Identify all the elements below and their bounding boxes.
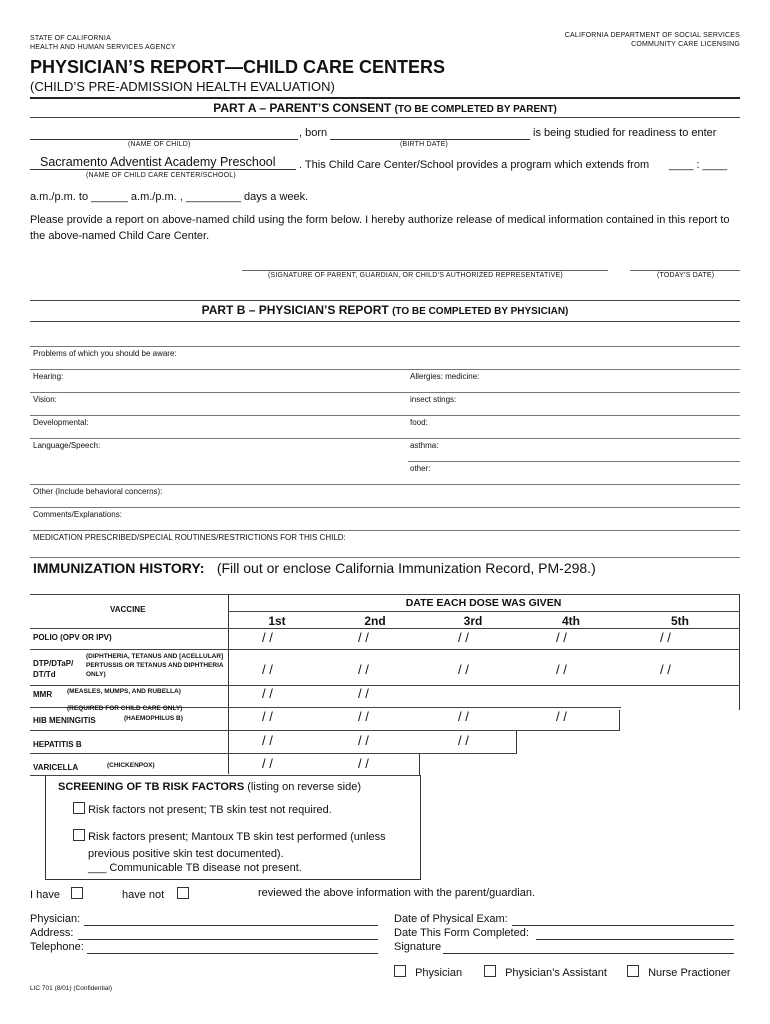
- time-field[interactable]: ____ : ____: [669, 159, 728, 171]
- dose-date-field[interactable]: / /: [262, 630, 273, 645]
- allergies-medicine-label: Allergies: medicine:: [410, 372, 480, 381]
- dose-date-field[interactable]: / /: [458, 630, 469, 645]
- telephone-label: Telephone:: [30, 941, 84, 953]
- date-each-dose-header: DATE EACH DOSE WAS GIVEN: [405, 597, 562, 609]
- other-behavioral-label: Other (Include behavioral concerns):: [33, 487, 163, 496]
- medication-label: MEDICATION PRESCRIBED/SPECIAL ROUTINES/RESTRICTIONS FOR THIS CHILD:: [33, 533, 346, 542]
- tb-option-present-cont: previous positive skin test documented).: [88, 848, 284, 860]
- reviewed-text: reviewed the above information with the parent/guardian.: [258, 887, 536, 899]
- dose-date-field[interactable]: / /: [458, 709, 469, 724]
- authorization-text: Please provide a report on above-named child using the form below. I hereby authorize release of medical information contained in this report to the above-named Child Care Center.: [30, 214, 730, 242]
- telephone-field[interactable]: [87, 941, 378, 954]
- birth-date-field[interactable]: [330, 128, 530, 140]
- born-label: , born: [299, 127, 328, 139]
- licensing-label: COMMUNITY CARE LICENSING: [631, 41, 740, 48]
- dose-date-field[interactable]: / /: [358, 733, 369, 748]
- date-completed-field[interactable]: [536, 927, 734, 940]
- vaccine-varicella: VARICELLA: [33, 763, 79, 772]
- role-nurse-practioner-checkbox[interactable]: [627, 965, 639, 977]
- date-completed-label: Date This Form Completed:: [394, 927, 529, 939]
- dose-date-field[interactable]: / /: [458, 662, 469, 677]
- vaccine-dtp: DTP/DTaP/ DT/Td: [33, 659, 74, 679]
- part-b-heading: PART B – PHYSICIAN’S REPORT (TO BE COMPLETED BY PHYSICIAN): [201, 303, 569, 317]
- vaccine-mmr: MMR: [33, 690, 53, 699]
- vision-label: Vision:: [33, 395, 57, 404]
- department-header: [565, 31, 740, 49]
- food-label: food:: [410, 418, 428, 427]
- role-physician: Physician: [394, 965, 462, 979]
- dose-2nd-header: 2nd: [364, 614, 386, 628]
- program-text: . This Child Care Center/School provides a program which extends from: [299, 159, 650, 171]
- physician-label: Physician:: [30, 913, 81, 925]
- hearing-label: Hearing:: [33, 372, 64, 381]
- vaccine-column-header: VACCINE: [110, 605, 146, 614]
- dose-date-field[interactable]: / /: [262, 662, 273, 677]
- signature-label-physician: Signature: [394, 941, 442, 953]
- vaccine-hib-note2: (HAEMOPHILUS B): [124, 715, 183, 722]
- vaccine-hib-note: (REQUIRED FOR CHILD CARE ONLY): [67, 705, 183, 712]
- have-not-checkbox[interactable]: [177, 887, 189, 899]
- dose-4th-header: 4th: [562, 614, 580, 628]
- immunization-heading: IMMUNIZATION HISTORY: (Fill out or enclose California Immunization Record, PM-298.): [33, 560, 596, 576]
- i-have-checkbox[interactable]: [71, 887, 83, 899]
- name-of-child-label: (NAME OF CHILD): [128, 141, 191, 148]
- role-physician-checkbox[interactable]: [394, 965, 406, 977]
- dose-date-field[interactable]: / /: [556, 630, 567, 645]
- tb-heading: SCREENING OF TB RISK FACTORS (listing on reverse side): [58, 781, 361, 793]
- tb-option-not-present: Risk factors not present; TB skin test not required.: [73, 802, 332, 816]
- i-have-option: I have: [30, 887, 83, 901]
- department-label: CALIFORNIA DEPARTMENT OF SOCIAL SERVICES: [564, 32, 740, 39]
- dose-date-field[interactable]: / /: [262, 686, 273, 701]
- dose-date-field[interactable]: / /: [660, 630, 671, 645]
- agency-label: HEALTH AND HUMAN SERVICES AGENCY: [30, 44, 176, 51]
- child-name-field[interactable]: [30, 128, 298, 140]
- tb-not-communicable[interactable]: ___ Communicable TB disease not present.: [88, 862, 302, 874]
- hours-line[interactable]: a.m./p.m. to ______ a.m./p.m. , _________ days a week.: [30, 191, 309, 203]
- developmental-label: Developmental:: [33, 418, 89, 427]
- dose-date-field[interactable]: / /: [556, 709, 567, 724]
- dose-date-field[interactable]: / /: [358, 686, 369, 701]
- insect-stings-label: insect stings:: [410, 395, 457, 404]
- form-title: PHYSICIAN’S REPORT—CHILD CARE CENTERS: [30, 57, 446, 77]
- dose-date-field[interactable]: / /: [358, 709, 369, 724]
- dose-date-field[interactable]: / /: [458, 733, 469, 748]
- dose-date-field[interactable]: / /: [262, 756, 273, 771]
- dose-date-field[interactable]: / /: [262, 733, 273, 748]
- other-label: other:: [410, 464, 431, 473]
- form-subtitle: (CHILD’S PRE-ADMISSION HEALTH EVALUATION): [30, 79, 335, 94]
- vaccine-mmr-note: (MEASLES, MUMPS, AND RUBELLA): [67, 688, 181, 695]
- dose-3rd-header: 3rd: [463, 614, 483, 628]
- address-label: Address:: [30, 927, 74, 939]
- vaccine-hib: HIB MENINGITIS: [33, 716, 96, 725]
- role-nurse-practioner: Nurse Practioner: [627, 965, 731, 979]
- state-label: STATE OF CALIFORNIA: [30, 35, 111, 42]
- asthma-label: asthma:: [410, 441, 439, 450]
- vaccine-varicella-note: (CHICKENPOX): [107, 762, 155, 769]
- tb-not-present-checkbox[interactable]: [73, 802, 85, 814]
- dose-date-field[interactable]: / /: [358, 662, 369, 677]
- vaccine-polio: POLIO (OPV OR IPV): [33, 633, 112, 642]
- studied-text: is being studied for readiness to enter: [533, 127, 717, 139]
- date-exam-field[interactable]: [512, 913, 734, 926]
- dose-date-field[interactable]: / /: [358, 756, 369, 771]
- dose-1st-header: 1st: [268, 614, 286, 628]
- role-physician-assistant-checkbox[interactable]: [484, 965, 496, 977]
- center-label: (NAME OF CHILD CARE CENTER/SCHOOL): [86, 172, 236, 179]
- form-number: LIC 701 (8/01) (Confidential): [30, 985, 113, 992]
- birth-date-label: (BIRTH DATE): [400, 141, 449, 148]
- problems-label: Problems of which you should be aware:: [33, 349, 177, 358]
- dose-date-field[interactable]: / /: [262, 709, 273, 724]
- vaccine-hepatitis-b: HEPATITIS B: [33, 740, 82, 749]
- dose-date-field[interactable]: / /: [358, 630, 369, 645]
- today-date-label: (TODAY’S DATE): [657, 272, 715, 279]
- physician-field[interactable]: [84, 913, 378, 926]
- comments-label: Comments/Explanations:: [33, 510, 122, 519]
- tb-option-present: Risk factors present; Mantoux TB skin test performed (unless: [73, 829, 386, 843]
- role-physician-assistant: Physician’s Assistant: [484, 965, 607, 979]
- tb-present-checkbox[interactable]: [73, 829, 85, 841]
- vaccine-dtp-note: (DIPHTHERIA, TETANUS AND [ACELLULAR] PERTUSSIS OR TETANUS AND DIPHTHERIA ONLY): [86, 653, 224, 678]
- signature-label: (SIGNATURE OF PARENT, GUARDIAN, OR CHILD’S AUTHORIZED REPRESENTATIVE): [268, 272, 563, 279]
- date-exam-label: Date of Physical Exam:: [394, 913, 508, 925]
- dose-5th-header: 5th: [671, 614, 689, 628]
- have-not-option: have not: [122, 887, 189, 901]
- dose-date-field[interactable]: / /: [660, 662, 671, 677]
- child-care-center-field[interactable]: Sacramento Adventist Academy Preschool: [30, 155, 296, 170]
- language-speech-label: Language/Speech:: [33, 441, 101, 450]
- physician-signature-field[interactable]: [443, 941, 734, 954]
- part-a-heading: PART A – PARENT’S CONSENT (TO BE COMPLETED BY PARENT): [213, 101, 557, 115]
- agency-header: [30, 34, 176, 52]
- dose-date-field[interactable]: / /: [556, 662, 567, 677]
- address-field[interactable]: [78, 927, 378, 940]
